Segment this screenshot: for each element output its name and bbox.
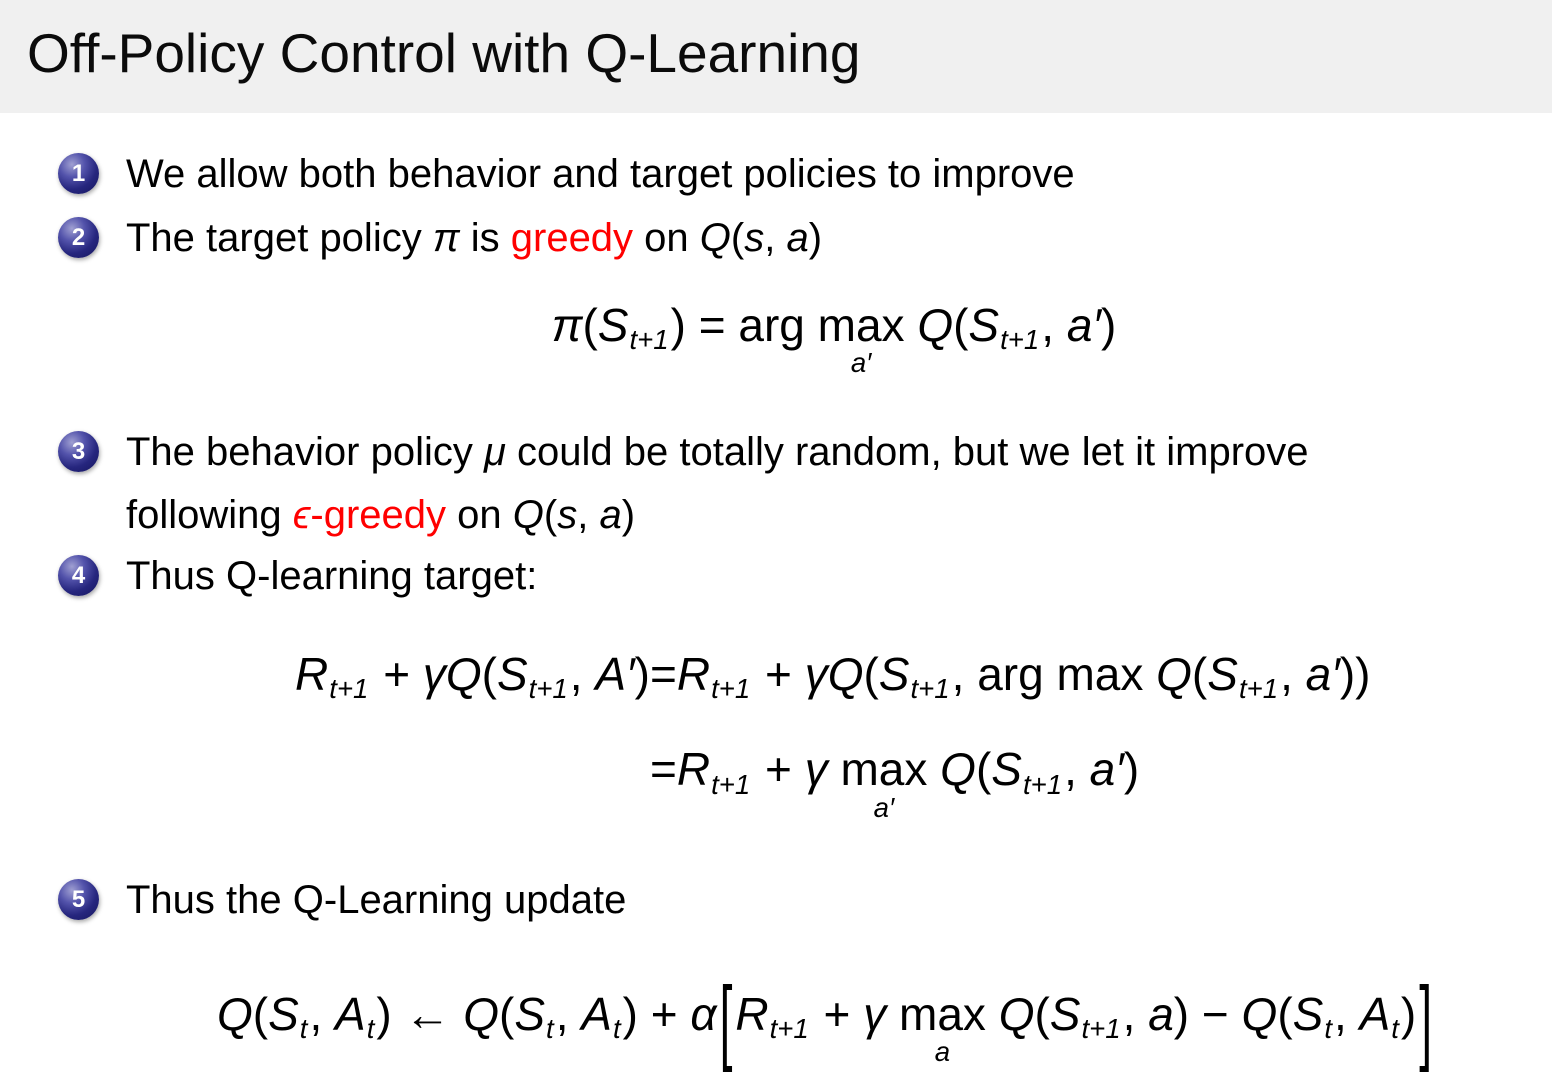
bullet-badge-1: 1	[58, 153, 99, 194]
bullet-badge-3: 3	[58, 431, 99, 472]
bullet-text-1: We allow both behavior and target policies to improve	[126, 152, 1075, 196]
bullet-item-4	[58, 550, 537, 608]
equation-pi-argmax: π(St+1) = arg max a′ Q(St+1, a′)	[551, 299, 1117, 379]
bullet-item-2	[58, 212, 822, 270]
bullet-text-3: The behavior policy μ could be totally random, but we let it improve following ϵ-greedy on Q(s, a)	[126, 430, 1309, 537]
equation-qlearning-update: Q(St, At) ← Q(St, At) + α[Rt+1 + γ max a Q(St+1, a) − Q(St, At)]	[216, 965, 1433, 1073]
slide-header-band	[0, 0, 1552, 113]
bullet-text-5: Thus the Q-Learning update	[126, 878, 627, 922]
bullet-item-5	[58, 874, 626, 932]
bullet-badge-5: 5	[58, 879, 99, 920]
bullet-text-4: Thus Q-learning target:	[126, 554, 538, 598]
equation-target-line1-rhs: =Rt+1 + γQ(St+1, arg max Q(St+1, a′))	[650, 648, 1371, 705]
bullet-text-2: The target policy π is greedy on Q(s, a)	[126, 216, 823, 260]
bullet-item-3	[58, 426, 1309, 547]
equation-target-line2-rhs: =Rt+1 + γ max a′ Q(St+1, a′)	[650, 743, 1140, 823]
equation-target-line1-lhs: Rt+1 + γQ(St+1, A′)	[295, 648, 650, 705]
bullet-item-1	[58, 148, 1075, 206]
equation-qlearning-target	[130, 634, 1522, 825]
bullet-badge-2: 2	[58, 217, 99, 258]
equation-target-line2-lhs	[130, 729, 650, 824]
bullet-badge-4: 4	[58, 555, 99, 596]
slide-title: Off-Policy Control with Q-Learning	[27, 22, 861, 84]
